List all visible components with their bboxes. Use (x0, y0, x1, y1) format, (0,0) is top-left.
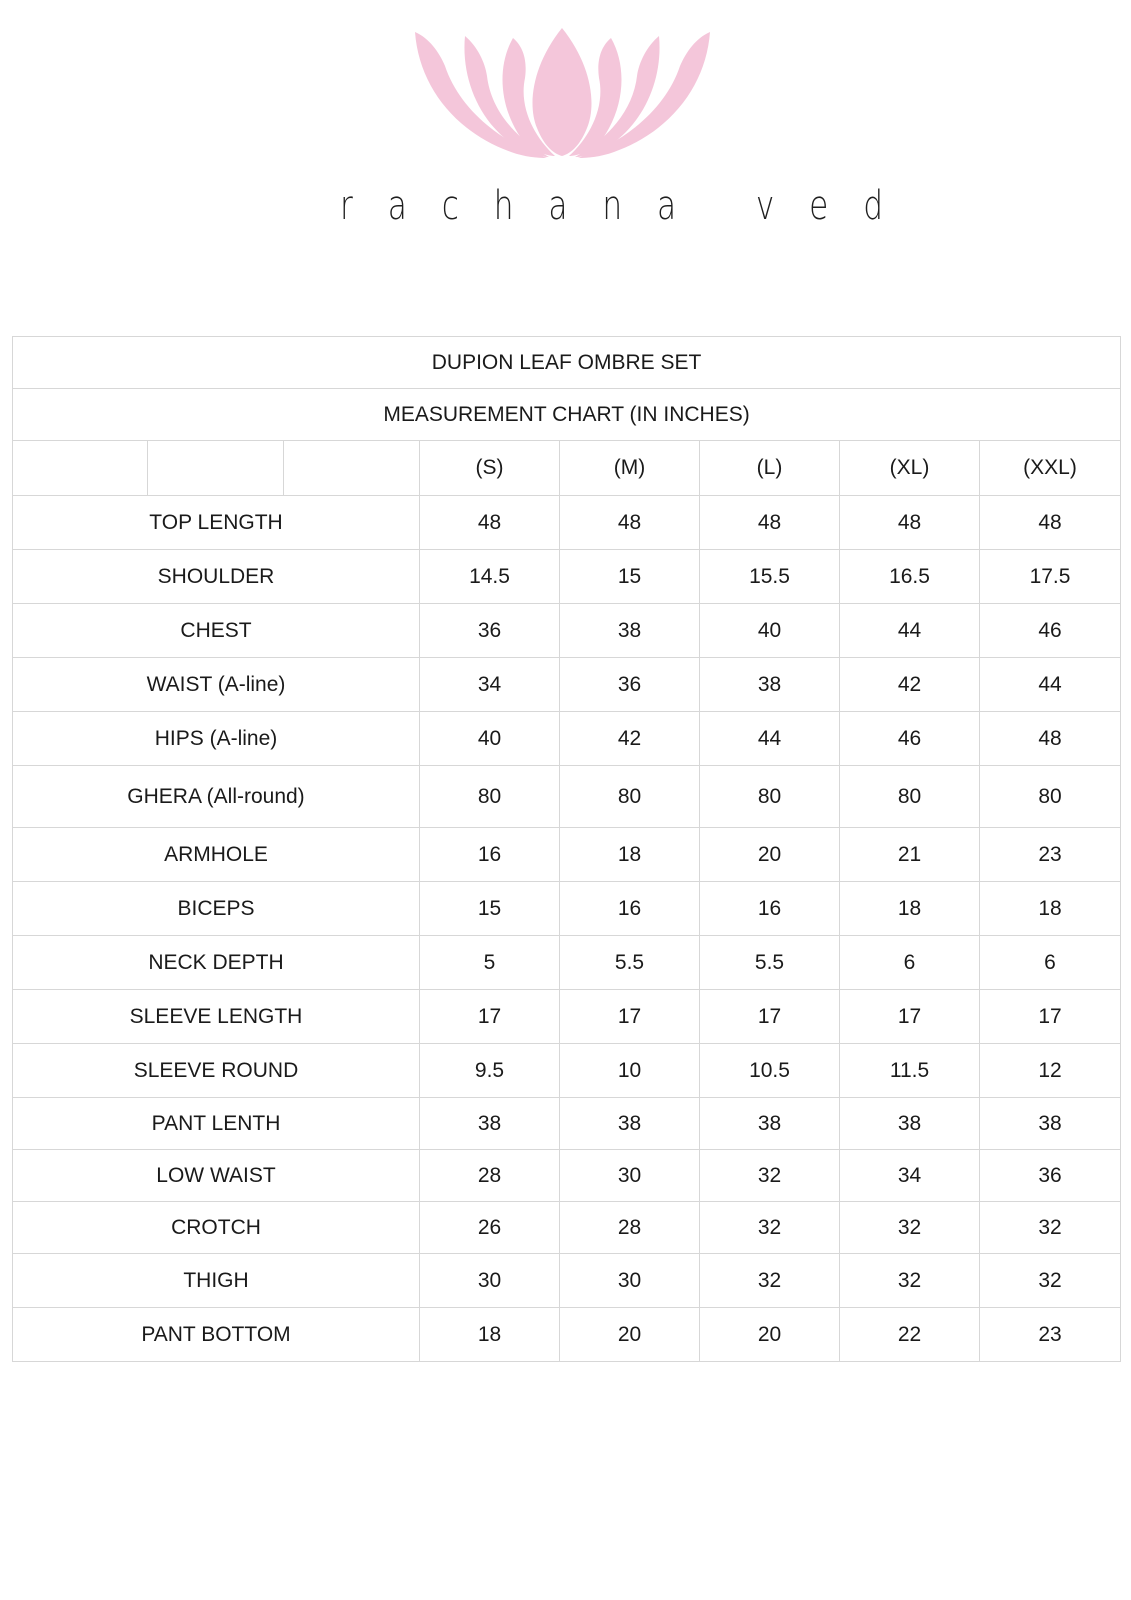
measurement-cell: 80 (420, 766, 560, 828)
measurement-cell: 38 (560, 604, 700, 658)
measurement-cell: 32 (980, 1202, 1121, 1254)
measurement-cell: 22 (840, 1308, 980, 1362)
table-row (13, 550, 1121, 604)
table-row (13, 1150, 1121, 1202)
measurement-cell: 20 (560, 1308, 700, 1362)
measurement-cell: 17 (840, 990, 980, 1044)
size-header-row (13, 441, 1121, 496)
measurement-cell: 6 (840, 936, 980, 990)
measurement-cell: 38 (420, 1098, 560, 1150)
measurement-cell: 34 (840, 1150, 980, 1202)
measurement-cell: 10 (560, 1044, 700, 1098)
measurement-cell: 46 (980, 604, 1121, 658)
measurement-cell: 34 (420, 658, 560, 712)
row-label: CROTCH (13, 1202, 420, 1254)
table-row (13, 828, 1121, 882)
measurement-cell: 80 (980, 766, 1121, 828)
row-label: GHERA (All-round) (13, 766, 420, 828)
measurement-cell: 32 (840, 1202, 980, 1254)
measurement-cell: 48 (980, 712, 1121, 766)
measurement-cell: 36 (420, 604, 560, 658)
measurement-cell: 15.5 (700, 550, 840, 604)
measurement-cell: 5.5 (700, 936, 840, 990)
table-row (13, 1308, 1121, 1362)
measurement-cell: 18 (980, 882, 1121, 936)
measurement-cell: 38 (840, 1098, 980, 1150)
measurement-chart (12, 336, 1121, 1362)
row-label: PANT BOTTOM (13, 1308, 420, 1362)
table-row (13, 658, 1121, 712)
measurement-cell: 18 (840, 882, 980, 936)
measurement-cell: 14.5 (420, 550, 560, 604)
table-row (13, 936, 1121, 990)
table-row (13, 990, 1121, 1044)
measurement-cell: 12 (980, 1044, 1121, 1098)
row-label: HIPS (A-line) (13, 712, 420, 766)
measurement-cell: 32 (700, 1254, 840, 1308)
table-row (13, 1202, 1121, 1254)
measurement-cell: 23 (980, 1308, 1121, 1362)
row-label: PANT LENTH (13, 1098, 420, 1150)
chart-title: DUPION LEAF OMBRE SET (13, 337, 1121, 389)
measurement-cell: 17 (420, 990, 560, 1044)
header-blank-cell (284, 441, 420, 496)
measurement-cell: 42 (560, 712, 700, 766)
measurement-cell: 15 (560, 550, 700, 604)
brand-name: r a c h a n a v e d (340, 183, 896, 229)
measurement-cell: 32 (700, 1202, 840, 1254)
table-row (13, 1254, 1121, 1308)
measurement-cell: 48 (980, 496, 1121, 550)
measurement-cell: 48 (560, 496, 700, 550)
measurement-cell: 38 (700, 1098, 840, 1150)
table-row (13, 712, 1121, 766)
size-header-l: (L) (700, 441, 840, 496)
table-row (13, 496, 1121, 550)
row-label: LOW WAIST (13, 1150, 420, 1202)
measurement-cell: 42 (840, 658, 980, 712)
size-header-xl: (XL) (840, 441, 980, 496)
table-row (13, 766, 1121, 828)
header-blank-cell (13, 441, 148, 496)
measurement-cell: 18 (560, 828, 700, 882)
measurement-cell: 80 (840, 766, 980, 828)
measurement-cell: 17 (700, 990, 840, 1044)
table-row (13, 1098, 1121, 1150)
measurement-cell: 15 (420, 882, 560, 936)
measurement-cell: 28 (560, 1202, 700, 1254)
size-header-m: (M) (560, 441, 700, 496)
row-label: SHOULDER (13, 550, 420, 604)
measurement-cell: 44 (980, 658, 1121, 712)
measurement-cell: 16.5 (840, 550, 980, 604)
measurement-cell: 48 (840, 496, 980, 550)
measurement-cell: 36 (980, 1150, 1121, 1202)
row-label: WAIST (A-line) (13, 658, 420, 712)
row-label: SLEEVE LENGTH (13, 990, 420, 1044)
measurement-cell: 23 (980, 828, 1121, 882)
measurement-cell: 26 (420, 1202, 560, 1254)
measurement-cell: 44 (840, 604, 980, 658)
measurement-cell: 17 (980, 990, 1121, 1044)
measurement-cell: 10.5 (700, 1044, 840, 1098)
measurement-cell: 40 (420, 712, 560, 766)
measurement-cell: 30 (560, 1254, 700, 1308)
measurement-cell: 16 (700, 882, 840, 936)
table-row (13, 882, 1121, 936)
size-header-s: (S) (420, 441, 560, 496)
measurement-cell: 48 (420, 496, 560, 550)
measurement-cell: 11.5 (840, 1044, 980, 1098)
measurement-cell: 80 (560, 766, 700, 828)
measurement-cell: 28 (420, 1150, 560, 1202)
table-row (13, 1044, 1121, 1098)
measurement-cell: 38 (560, 1098, 700, 1150)
row-label: TOP LENGTH (13, 496, 420, 550)
measurement-cell: 5.5 (560, 936, 700, 990)
measurement-cell: 36 (560, 658, 700, 712)
measurement-cell: 32 (840, 1254, 980, 1308)
header-blank-cell (148, 441, 284, 496)
measurement-cell: 21 (840, 828, 980, 882)
measurement-cell: 18 (420, 1308, 560, 1362)
measurement-cell: 32 (700, 1150, 840, 1202)
measurement-cell: 16 (560, 882, 700, 936)
measurement-cell: 30 (560, 1150, 700, 1202)
row-label: ARMHOLE (13, 828, 420, 882)
table-row (13, 604, 1121, 658)
row-label: THIGH (13, 1254, 420, 1308)
measurement-cell: 20 (700, 828, 840, 882)
measurement-cell: 5 (420, 936, 560, 990)
size-header-xxl: (XXL) (980, 441, 1121, 496)
measurement-cell: 9.5 (420, 1044, 560, 1098)
measurement-cell: 16 (420, 828, 560, 882)
measurement-cell: 46 (840, 712, 980, 766)
measurement-cell: 32 (980, 1254, 1121, 1308)
measurement-cell: 17.5 (980, 550, 1121, 604)
row-label: CHEST (13, 604, 420, 658)
chart-subtitle: MEASUREMENT CHART (IN INCHES) (13, 389, 1121, 441)
measurement-cell: 38 (700, 658, 840, 712)
row-label: SLEEVE ROUND (13, 1044, 420, 1098)
measurement-cell: 40 (700, 604, 840, 658)
measurement-cell: 44 (700, 712, 840, 766)
measurement-cell: 38 (980, 1098, 1121, 1150)
measurement-cell: 20 (700, 1308, 840, 1362)
measurement-cell: 17 (560, 990, 700, 1044)
row-label: BICEPS (13, 882, 420, 936)
measurement-cell: 80 (700, 766, 840, 828)
lotus-logo-icon (415, 26, 710, 161)
row-label: NECK DEPTH (13, 936, 420, 990)
measurement-cell: 48 (700, 496, 840, 550)
measurement-cell: 30 (420, 1254, 560, 1308)
measurement-cell: 6 (980, 936, 1121, 990)
